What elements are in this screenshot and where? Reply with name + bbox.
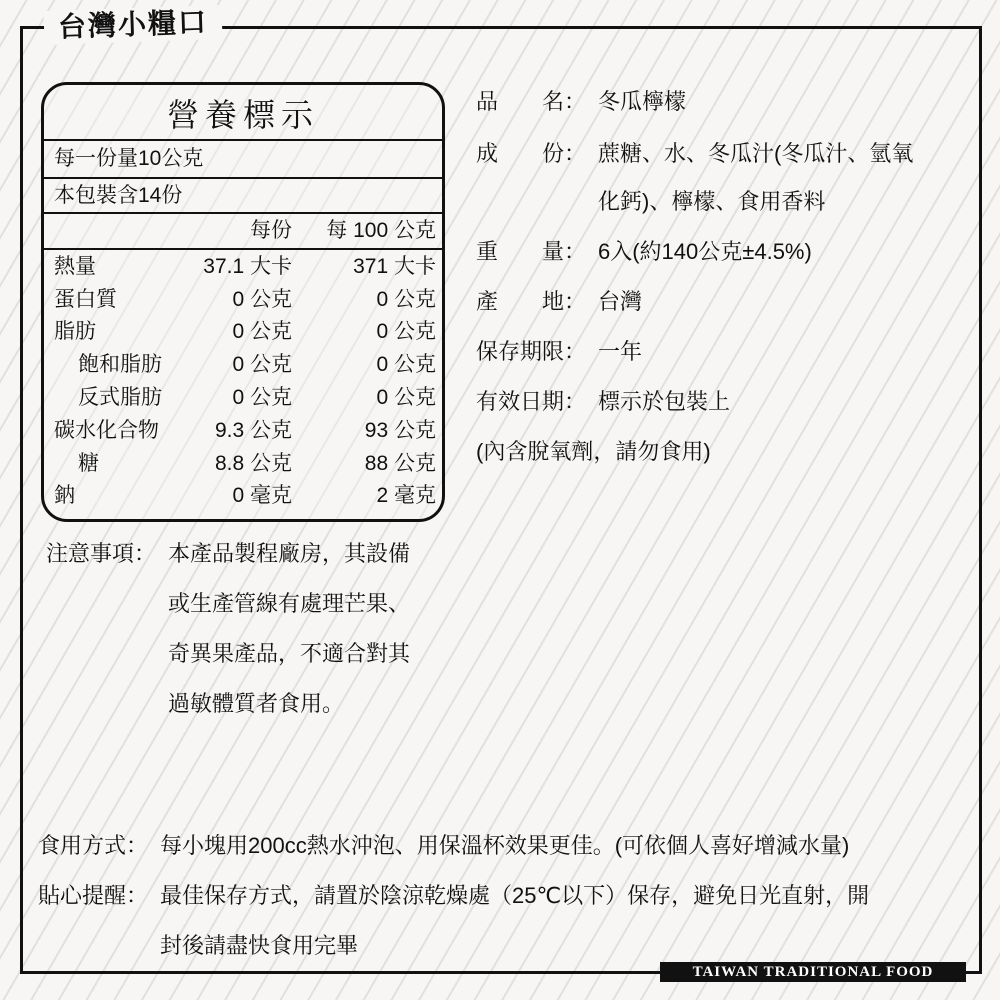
nutrient-per-100g: 0 公克 xyxy=(376,386,436,409)
ingredients-value-line2: 化鈣)、檸檬、食用香料 xyxy=(598,189,826,214)
expiry-label: 有效日期： xyxy=(476,389,587,414)
tips-line: 封後請盡快食用完畢 xyxy=(160,933,359,958)
nutrient-name: 蛋白質 xyxy=(54,288,117,311)
nutrient-name: 糖 xyxy=(78,452,99,475)
nutrient-per-serving: 0 公克 xyxy=(232,320,292,343)
weight-value: 6入(約140公克±4.5%) xyxy=(598,239,812,264)
nutrient-per-serving: 0 公克 xyxy=(232,288,292,311)
weight-label: 重 量： xyxy=(476,239,587,264)
expiry-value: 標示於包裝上 xyxy=(598,389,731,414)
product-name-value: 冬瓜檸檬 xyxy=(598,89,687,114)
divider xyxy=(44,177,442,179)
nutrient-per-100g: 93 公克 xyxy=(364,419,436,442)
nutrition-panel xyxy=(41,82,445,522)
tips-line: 最佳保存方式，請置於陰涼乾燥處（25℃以下）保存，避免日光直射，開 xyxy=(160,883,870,908)
nutrient-per-100g: 371 大卡 xyxy=(353,255,436,278)
nutrient-per-serving: 37.1 大卡 xyxy=(203,255,292,278)
desiccant-note: (內含脫氧劑，請勿食用) xyxy=(476,439,711,464)
tips-label: 貼心提醒： xyxy=(38,883,149,908)
nutrient-name: 飽和脂肪 xyxy=(78,353,162,376)
caution-line: 過敏體質者食用。 xyxy=(168,691,345,716)
nutrient-per-serving: 8.8 公克 xyxy=(214,452,292,475)
origin-label: 產 地： xyxy=(476,289,587,314)
shelf-life-value: 一年 xyxy=(598,339,643,364)
caution-line: 奇異果產品，不適合對其 xyxy=(168,641,411,666)
footer-badge: TAIWAN TRADITIONAL FOOD xyxy=(660,962,966,982)
nutrient-per-serving: 0 公克 xyxy=(232,386,292,409)
nutrient-per-100g: 88 公克 xyxy=(364,452,436,475)
nutrient-name: 脂肪 xyxy=(54,320,96,343)
usage-label: 食用方式： xyxy=(38,833,149,858)
nutrition-title: 營養標示 xyxy=(166,97,319,133)
caution-label: 注意事項： xyxy=(46,541,157,566)
servings-per-package: 本包裝含14份 xyxy=(54,184,183,207)
nutrient-per-100g: 2 毫克 xyxy=(376,484,436,507)
col-header-per-serving: 每份 xyxy=(250,219,292,242)
nutrient-name: 鈉 xyxy=(54,484,75,507)
nutrient-per-100g: 0 公克 xyxy=(376,320,436,343)
nutrient-per-serving: 0 毫克 xyxy=(232,484,292,507)
nutrient-per-100g: 0 公克 xyxy=(376,353,436,376)
divider xyxy=(44,212,442,214)
product-name-label: 品 名： xyxy=(476,89,587,114)
nutrient-per-serving: 9.3 公克 xyxy=(214,419,292,442)
ingredients-value-line1: 蔗糖、水、冬瓜汁(冬瓜汁、氫氧 xyxy=(598,141,914,166)
nutrient-per-100g: 0 公克 xyxy=(376,288,436,311)
caution-line: 本產品製程廠房，其設備 xyxy=(168,541,411,566)
nutrient-per-serving: 0 公克 xyxy=(232,353,292,376)
brand-logo: 台灣小糧口 xyxy=(43,5,222,45)
nutrient-name: 熱量 xyxy=(54,255,96,278)
nutrient-name: 反式脂肪 xyxy=(78,386,162,409)
serving-size: 每一份量10公克 xyxy=(54,147,204,170)
usage-value: 每小塊用200cc熱水沖泡、用保溫杯效果更佳。(可依個人喜好增減水量) xyxy=(160,833,850,858)
caution-line: 或生產管線有處理芒果、 xyxy=(168,591,411,616)
divider xyxy=(44,248,442,250)
ingredients-label: 成 份： xyxy=(476,141,587,166)
nutrient-name: 碳水化合物 xyxy=(54,419,159,442)
origin-value: 台灣 xyxy=(598,289,643,314)
divider xyxy=(44,139,442,141)
col-header-per-100g: 每 100 公克 xyxy=(326,219,436,242)
shelf-life-label: 保存期限： xyxy=(476,339,587,364)
